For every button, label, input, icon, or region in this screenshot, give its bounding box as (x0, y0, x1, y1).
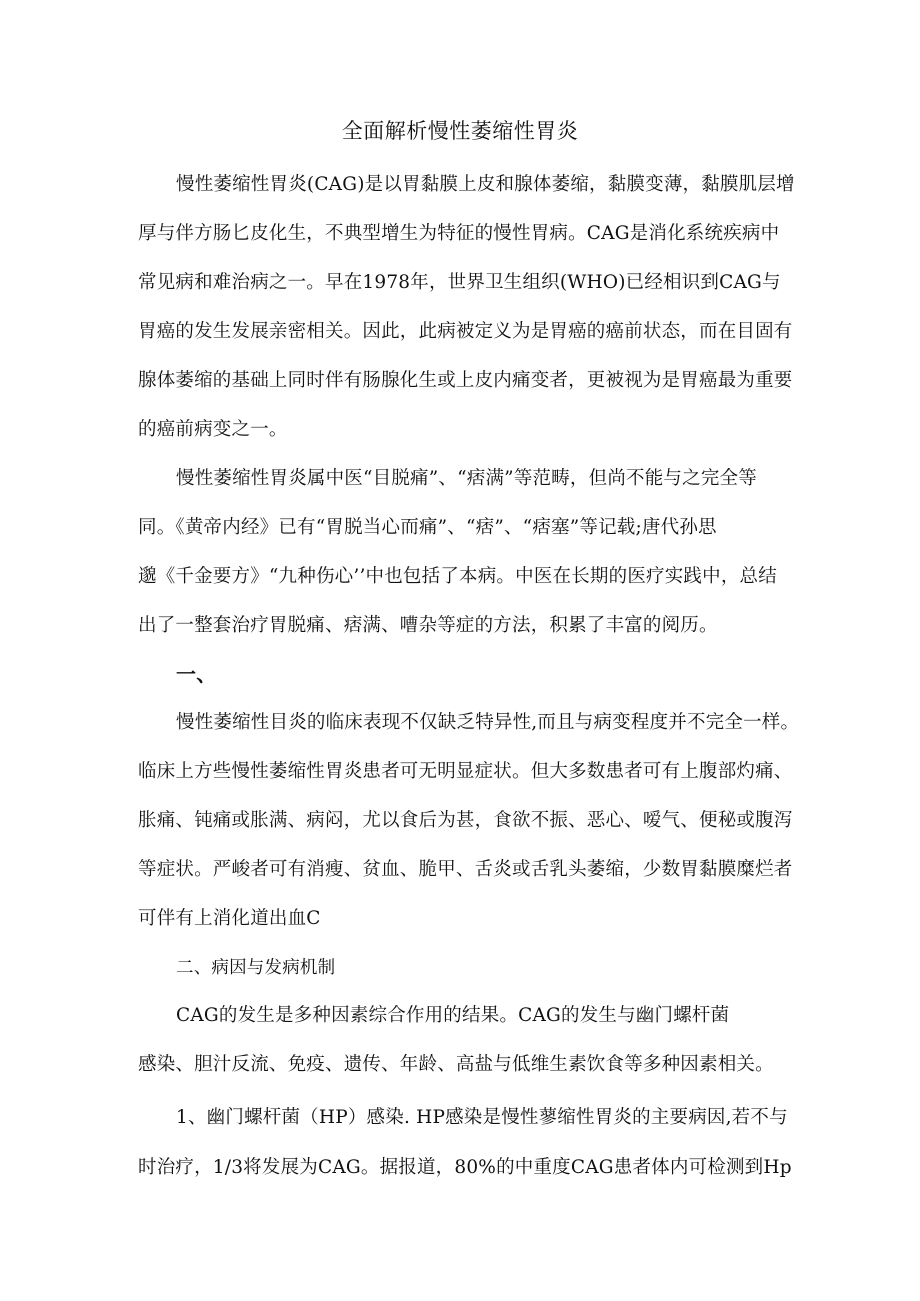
paragraph-line: 可伴有上消化道出血C (138, 908, 321, 929)
paragraph-line: 胃癌的发生发展亲密相关。因此，此病被定义为是胃癌的癌前状态，而在目固有 (138, 321, 793, 342)
paragraph-line: 时治疗，1/3将发展为CAG。据报道，80%的中重度CAG患者体内可检测到Hp (138, 1157, 792, 1178)
paragraph-line: 厚与伴方肠匕皮化生，不典型增生为特征的慢性胃病。CAG是消化系统疾病中 (138, 223, 780, 244)
paragraph-line: 临床上方些慢性萎缩性胃炎患者可无明显症状。但大多数患者可有上腹部灼痛、 (138, 761, 793, 782)
paragraph-line: 慢性萎缩性胃炎属中医“目脱痛”、“痞满”等范畴，但尚不能与之完全等 (176, 468, 757, 489)
paragraph-line: 出了一整套治疗胃脱痛、痞满、嘈杂等症的方法，积累了丰富的阅历。 (138, 615, 718, 636)
paragraph-line: 邈《千金要方》“九种伤心’’中也包括了本病。中医在长期的医疗实践中，总结 (138, 566, 777, 587)
paragraph-line: 常见病和难治病之一。早在1978年，世界卫生组织(WHO)已经相识到CAG与 (138, 272, 781, 293)
paragraph-line: 同。《黄帝内经》已有“胃脱当心而痛”、“痞”、“痞塞”等记载;唐代孙思 (138, 517, 717, 538)
paragraph-line: 慢性萎缩性胃炎(CAG)是以胃黏膜上皮和腺体萎缩，黏膜变薄，黏膜肌层增 (176, 174, 795, 195)
section-heading: 二、病因与发病机制 (176, 958, 336, 978)
paragraph-line: CAG的发生是多种因素综合作用的结果。CAG的发生与幽门螺杆菌 (176, 1005, 730, 1026)
paragraph-line: 1、幽门螺杆菌（HP）感染. HP感染是慢性蓼缩性胃炎的主要病因,若不与 (176, 1107, 788, 1128)
paragraph-line: 等症状。严峻者可有消瘦、贫血、脆甲、舌炎或舌乳头萎缩，少数胃黏膜糜烂者 (138, 859, 793, 880)
paragraph-line: 腺体萎缩的基础上同时伴有肠腺化生或上皮内痛变者，更被视为是胃癌最为重要 (138, 370, 793, 391)
paragraph-line: 的癌前病变之一。 (138, 419, 288, 440)
paragraph-line: 感染、胆汁反流、免疫、遗传、年龄、高盐与低维生素饮食等多种因素相关。 (138, 1054, 774, 1075)
paragraph-line: 胀痛、钝痛或胀满、病闷，尤以食后为甚，食欲不振、恶心、嗳气、便秘或腹泻 (138, 810, 793, 831)
section-heading: 一、 (176, 662, 217, 686)
paragraph-line: 慢性萎缩性目炎的临床表现不仅缺乏特异性,而且与病变程度并不完全一样。 (176, 712, 800, 733)
document-title: 全面解析慢性萎缩性胃炎 (341, 119, 579, 143)
